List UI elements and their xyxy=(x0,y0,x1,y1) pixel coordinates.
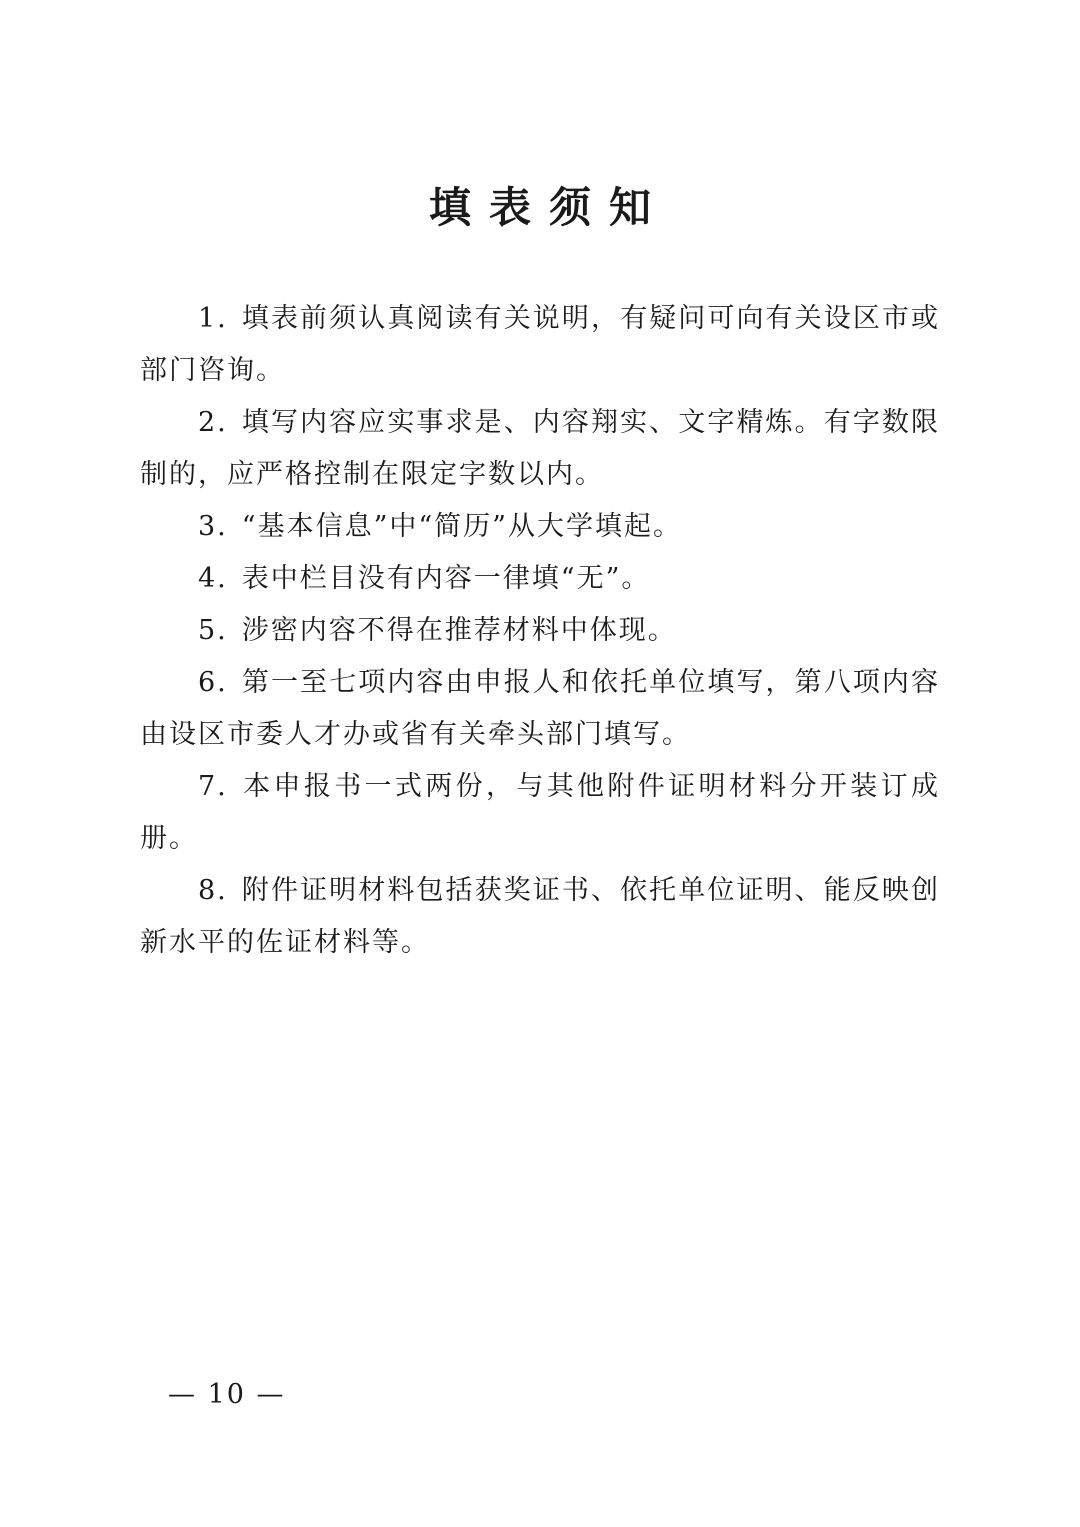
instruction-item-1 xyxy=(140,293,940,397)
item-text: 本申报书一式两份，与其他附件证明材料分开装订成册。 xyxy=(140,771,940,854)
dash-left: — xyxy=(168,1379,197,1410)
item-text: 附件证明材料包括获奖证书、依托单位证明、能反映创新水平的佐证材料等。 xyxy=(140,875,940,958)
item-number: 7. xyxy=(198,771,228,802)
item-number: 5. xyxy=(198,615,228,646)
item-number: 2. xyxy=(198,407,228,438)
instruction-item-2 xyxy=(140,397,940,501)
instruction-item-5 xyxy=(140,605,940,657)
item-number: 4. xyxy=(198,563,228,594)
item-text: 表中栏目没有内容一律填“无”。 xyxy=(241,563,651,594)
instruction-item-7 xyxy=(140,761,940,865)
item-number: 3. xyxy=(198,511,228,542)
dash-right: — xyxy=(256,1379,286,1410)
item-number: 6. xyxy=(198,667,228,698)
item-text: 填表前须认真阅读有关说明，有疑问可向有关设区市或部门咨询。 xyxy=(140,303,940,386)
item-text: 涉密内容不得在推荐材料中体现。 xyxy=(241,615,677,646)
page-number: 10 xyxy=(207,1379,246,1410)
item-text: “基本信息”中“简历”从大学填起。 xyxy=(241,511,682,542)
page-title: 填表须知 xyxy=(428,183,669,232)
instruction-item-3 xyxy=(140,501,940,553)
instructions-list xyxy=(140,293,940,969)
page-number-footer xyxy=(168,1375,286,1415)
item-number: 1. xyxy=(198,303,228,334)
instruction-item-4 xyxy=(140,553,940,605)
instruction-item-8 xyxy=(140,865,940,969)
item-text: 填写内容应实事求是、内容翔实、文字精炼。有字数限制的，应严格控制在限定字数以内。 xyxy=(140,407,940,490)
item-text: 第一至七项内容由申报人和依托单位填写，第八项内容由设区市委人才办或省有关牵头部门填写。 xyxy=(140,667,940,750)
item-number: 8. xyxy=(198,875,228,906)
instruction-item-6 xyxy=(140,657,940,761)
